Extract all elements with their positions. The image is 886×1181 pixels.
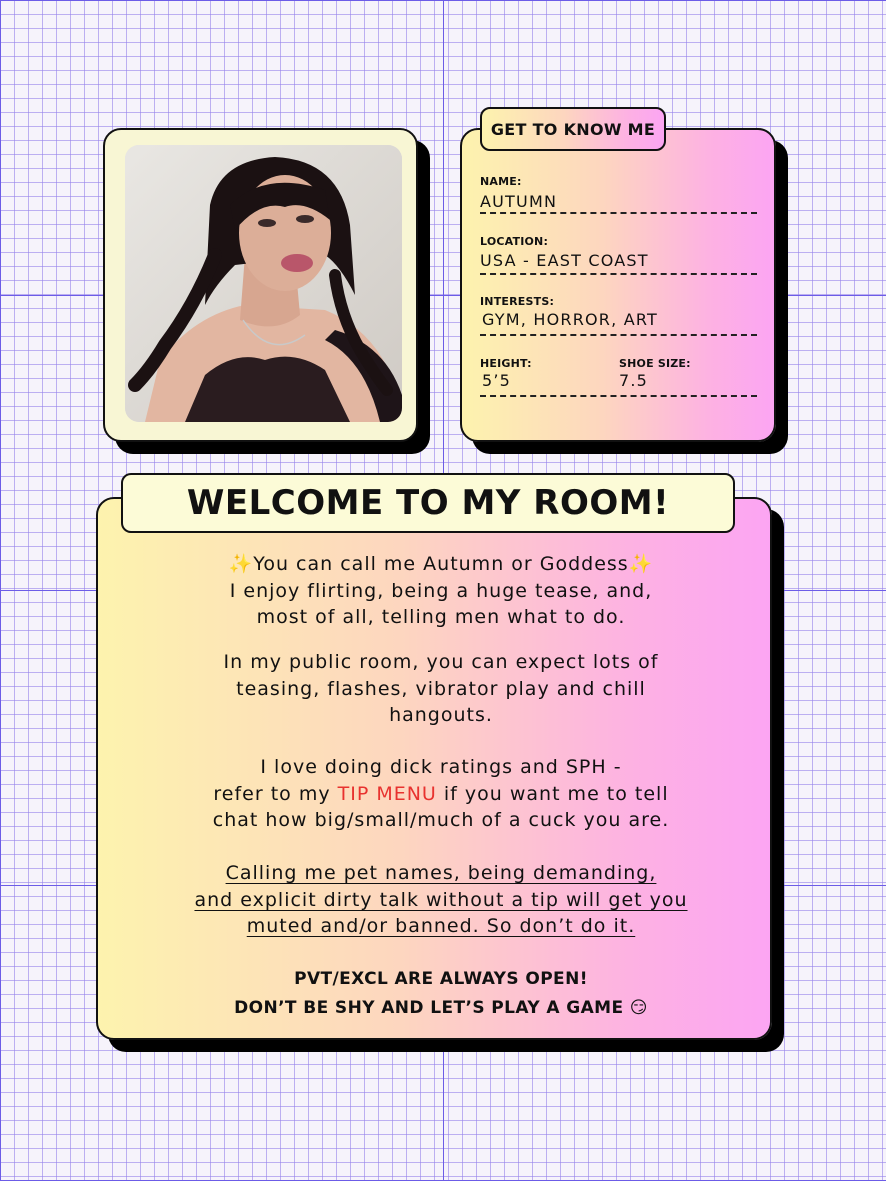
public-room-paragraph [96,649,786,729]
ratings-line-2-start: refer to my [213,782,338,805]
interests-divider [480,334,757,336]
rules-paragraph [96,860,786,940]
ratings-line-1: I love doing dick ratings and SPH - [260,756,622,778]
height-label: HEIGHT: [480,357,532,370]
public-room-line-2: teasing, flashes, vibrator play and chill [236,677,646,700]
intro-paragraph [96,551,786,631]
profile-photo-illustration [125,145,402,422]
name-divider [480,212,757,214]
interests-value: GYM, HORROR, ART [482,310,658,329]
intro-line-2: I enjoy flirting, being a huge tease, and, [229,579,653,602]
tip-menu-link: TIP MENU [337,782,437,805]
shoe-size-label: SHOE SIZE: [619,357,691,370]
welcome-title: WELCOME TO MY ROOM! [121,473,735,533]
profile-photo [125,145,402,422]
intro-line-3: most of all, telling men what to do. [256,606,626,628]
photo-card [103,128,418,442]
rules-line-2: and explicit dirty talk without a tip will get you [194,888,688,911]
name-label: NAME: [480,175,522,188]
public-room-line-3: hangouts. [389,704,493,726]
ratings-paragraph [96,754,786,834]
ratings-line-3: chat how big/small/much of a cuck you are. [212,809,670,831]
ratings-line-2-end: if you want me to tell [436,782,669,805]
name-value: AUTUMN [480,192,558,211]
measurements-divider [480,395,757,397]
intro-line-1: ✨You can call me Autumn or Goddess✨ [228,553,654,575]
shoe-size-value: 7.5 [619,371,649,390]
location-label: LOCATION: [480,235,549,248]
height-value: 5’5 [482,371,512,390]
interests-label: INTERESTS: [480,295,555,308]
get-to-know-me-tab: GET TO KNOW ME [480,107,666,151]
private-shows-line-2: DON’T BE SHY AND LET’S PLAY A GAME 😏 [234,998,648,1018]
ratings-line-2 [96,781,786,808]
rules-line-3: muted and/or banned. So don’t do it. [246,915,636,937]
location-divider [480,273,757,275]
location-value: USA - EAST COAST [480,251,649,270]
public-room-line-1: In my public room, you can expect lots of [223,651,659,673]
private-shows-paragraph [96,965,786,1023]
private-shows-line-1: PVT/EXCL ARE ALWAYS OPEN! [294,969,588,989]
rules-line-1: Calling me pet names, being demanding, [225,862,657,884]
